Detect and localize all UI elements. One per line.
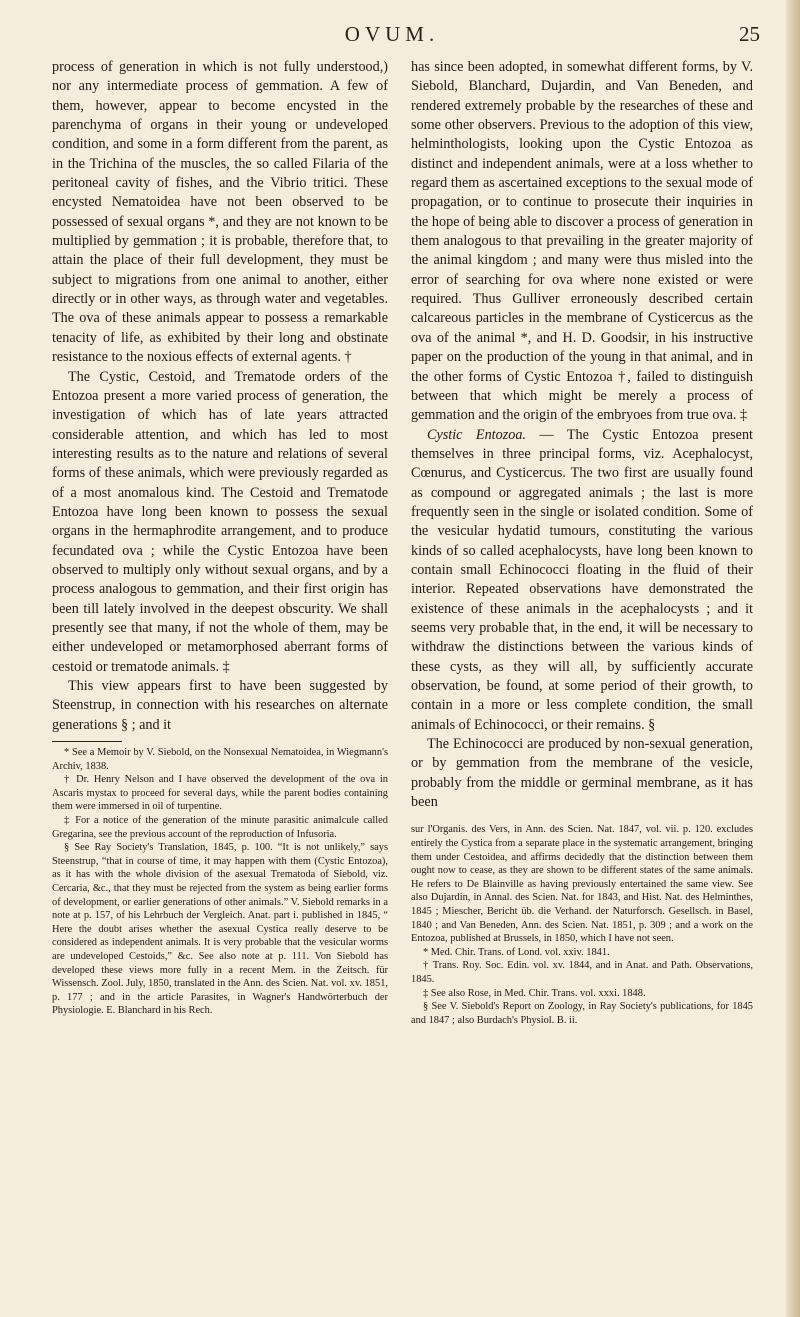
right-paragraph-3: The Echinococci are produced by non-sexual generation, or by gemmation from the membrane of the vesicle, probably from the middle or germinal membrane, as it has been (411, 736, 753, 811)
footnote: * Med. Chir. Trans. of Lond. vol. xxiv. 1841. (423, 946, 610, 958)
left-footnotes (52, 746, 388, 1018)
right-paragraph-2-text: — The Cystic Entozoa present themselves in three principal forms, viz. Acephalocyst, Cœnurus, and Cysticercus. The two first are usually found as compound or aggregated animals ; the last is more frequently seen in the single or isolated condition. Some of the vesicular hydatid tumours, constituting the various kinds of so called acephalocysts, have long been known to contain small Echinococci floating in the fluid of their interior. Repeated observations have demonstrated the existence of these animals in the acephalocysts ; and it seems very probable that, in the end, it will be necessary to withdraw the distinctions between the various kinds of these cysts, as they will all, by sufficiently accurate observation, be found, at some period of their growth, to contain in a more or less complete condition, the small animals of Echinococci, or their remains. § (411, 426, 754, 733)
footnote-continuation: sur l'Organis. des Vers, in Ann. des Scien. Nat. 1847, vol. vii. p. 120. excludes entirely the Cystica from a separate place in the systematic arrangement, bringing them under Cestoidea, and affirms decidedly that the distinction between them ought now to cease, as they are shown to be different states of the same animals. He refers to De Blainville as having previously entertained the same view. See also Dujardin, in Annal. des Scien. Nat. for 1843, and Hist. Nat. des Helminthes, 1845 ; Miescher, Bericht üb. die Verhand. der Naturforsch. Gesellsch. in Basel, 1840 ; and Van Beneden, Ann. des Scien. Nat. 1851, p. 309 ; and a work on the Entozoa, published at Brussels, in 1850, which I have not seen. (411, 824, 753, 945)
footnote: † Dr. Henry Nelson and I have observed the development of the ova in Ascaris mystax to proceed for several days, while the parent bodies containing them were immersed in oil of turpentine. (52, 774, 388, 813)
right-body-text (411, 58, 753, 812)
footnote: ‡ See also Rose, in Med. Chir. Trans. vol. xxxi. 1848. (423, 987, 646, 999)
left-paragraph-1: process of generation in which is not fully understood,) nor any intermediate process of gemmation. A few of them, however, appear to become encysted in the parenchyma of organs in their young or undeveloped condition, and some in a form different from the parent, as in the Trichina of the muscles, the so called Filaria of the peritoneal cavity of fishes, and the Vibrio tritici. These encysted Nematoidea have not been observed to be possessed of sexual organs *, and they are not known to be multiplied by gemmation ; it is probable, therefore that, to attain the place of their full development, they must be subject to migrations from one animal to another, either directly or in other ways, as through water and vegetables. The ova of these animals appear to possess a remarkable tenacity of life, as exhibited by their long and obstinate resistance to the noxious effects of external agents. † (52, 59, 388, 366)
footnote: * See a Memoir by V. Siebold, on the Nonsexual Nematoidea, in Wiegmann's Archiv, 1838. (52, 747, 388, 772)
running-head: OVUM. (344, 22, 440, 46)
footnote: † Trans. Roy. Soc. Edin. vol. xv. 1844, and in Anat. and Path. Observations, 1845. (411, 960, 753, 985)
right-paragraph-2 (411, 426, 753, 736)
left-body-text (52, 58, 388, 735)
section-heading: Cystic Entozoa. (427, 426, 526, 443)
right-paragraph-1: has since been adopted, in somewhat different forms, by V. Siebold, Blanchard, Dujardin, and Van Beneden, and rendered extremely probable by the researches of these and some other observers. Previous to the adoption of this view, helminthologists, looking upon the Cystic Entozoa as distinct and independent animals, were at a loss whether to regard them as ascertained exceptions to the sexual mode of propagation, or to continue to prosecute their inquiries in the hope of being able to discover a process of generation in them analogous to that prevailing in the greater majority of the animal kingdom ; and many were thus misled into the error of searching for ova where none existed or were required. Thus Gulliver erroneously described certain calcareous particles in the membrane of Cysticercus as the ova of the animal *, and H. D. Goodsir, in his instructive paper on the production of the young in that animal, and in the other forms of Cystic Entozoa †, failed to distinguish between that which might be merely a process of gemmation and the origin of the embryoes from true ova. ‡ (411, 59, 753, 424)
footnote: ‡ For a notice of the generation of the minute parasitic animalcule called Gregarina, see the previous account of the reproduction of Infusoria. (52, 815, 388, 840)
right-column (411, 58, 753, 1027)
right-footnotes (411, 823, 753, 1027)
left-paragraph-3: This view appears first to have been suggested by Steenstrup, in connection with his researches on alternate generations § ; and it (52, 678, 388, 733)
left-paragraph-2: The Cystic, Cestoid, and Trematode orders of the Entozoa present a more varied process of generation, the investigation of which has of late years attracted considerable attention, and which has led to most interesting results as to the nature and relations of several forms of these animals, which were previously regarded as of a most anomalous kind. The Cestoid and Trematode Entozoa have long been known to possess the sexual organs in the hermaphrodite arrangement, and to produce fecundated ova ; while the Cystic Entozoa have been observed to multiply only without sexual organs, and by a process analogous to gemmation, and their first origin has been till lately involved in the deepest obscurity. We shall presently see that many, if not the whole of them, may be either undeveloped or metamorphosed aberrant forms of cestoid or trematode animals. ‡ (52, 368, 388, 675)
footnote: § See Ray Society's Translation, 1845, p. 100. “It is not unlikely,” says Steenstrup, “that in course of time, it may happen with them (Cystic Entozoa), as it has with the whole division of the asexual Trematoda of Siebold, viz. Cercaria, &c., that they must be rejected from the system as being earlier forms of development, or earlier generations of other animals.” V. Siebold remarks in a note at p. 157, of his Lehrbuch der Vergleich. Anat. part i. published in 1845, “ Here the doubt arises whether the asexual Cystica really deserve to be considered as independent animals. It is very probable that the vesicular worms are undeveloped Cestoids,” &c. See also note at p. 111. Von Siebold has developed these views more fully in a recent Mem. in the Zeitsch. für Wissensch. Zool. July, 1850, translated in the Ann. des Scien. Nat. vol. xv. 1851, p. 177 ; and in the article Parasites, in Wagner's Handwörterbuch der Physiologie. E. Blanchard in his Rech. (52, 842, 388, 1017)
page-header (0, 22, 800, 48)
page-number: 25 (739, 22, 760, 46)
page-edge-shadow (786, 0, 800, 1317)
footnote-rule (52, 741, 122, 742)
left-column (52, 58, 388, 1018)
footnote: § See V. Siebold's Report on Zoology, in Ray Society's publications, for 1845 and 1847 ; also Burdach's Physiol. B. ii. (411, 1001, 753, 1026)
